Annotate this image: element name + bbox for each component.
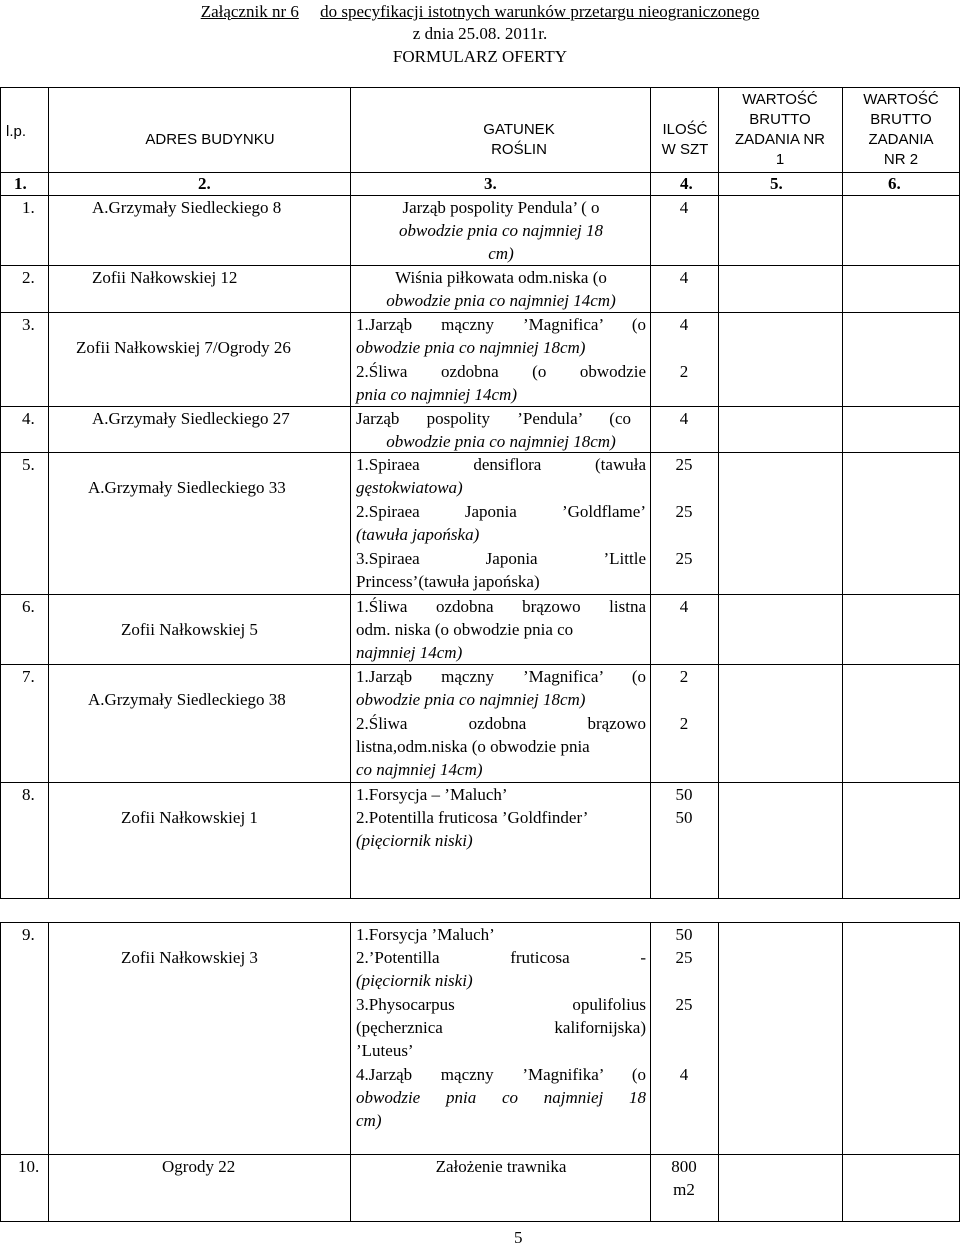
quantity: 4 — [679, 315, 689, 334]
quantity: 25 — [675, 948, 693, 967]
building-address: Zofii Nałkowskiej 7/Ogrody 26 — [76, 338, 291, 357]
header-value1-3: ZADANIA NR — [734, 131, 825, 148]
header-value2-2: BRUTTO — [870, 111, 932, 128]
quantity: 50 — [675, 925, 693, 944]
col-border — [842, 87, 843, 898]
col-border — [842, 922, 843, 1221]
page-number: 5 — [514, 1228, 523, 1247]
row-number: 4. — [22, 409, 35, 428]
plant-description: 3.Physocarpus opulifolius — [356, 995, 646, 1014]
building-address: Zofii Nałkowskiej 12 — [92, 268, 238, 287]
row-number: 1. — [22, 198, 35, 217]
quantity: 4 — [679, 409, 689, 428]
table-border-bottom — [0, 1221, 960, 1222]
plant-description: obwodzie pnia co najmniej 14cm) — [386, 291, 616, 310]
form-title: FORMULARZ OFERTY — [392, 47, 568, 66]
plant-description: 1.Forsycja – ’Maluch’ — [356, 785, 508, 804]
plant-description: najmniej 14cm) — [356, 643, 463, 662]
header-value1-1: WARTOŚĆ — [742, 91, 818, 108]
table-border-bottom-page1 — [0, 898, 960, 899]
plant-description: co najmniej 14cm) — [356, 760, 483, 779]
plant-description: (pięciornik niski) — [356, 831, 473, 850]
header-value2-1: WARTOŚĆ — [863, 91, 939, 108]
building-address: A.Grzymały Siedleckiego 8 — [92, 198, 282, 217]
row-number: 7. — [22, 667, 35, 686]
quantity: 4 — [679, 1065, 689, 1084]
header-separator — [0, 172, 960, 173]
header-value1-4: 1 — [775, 151, 785, 168]
building-address: Zofii Nałkowskiej 5 — [121, 620, 258, 639]
col-border — [350, 87, 351, 898]
quantity: 50 — [675, 808, 693, 827]
attachment-label: Załącznik nr 6 — [200, 2, 299, 21]
header-value1-2: BRUTTO — [749, 111, 811, 128]
col-border — [350, 922, 351, 1221]
column-number: 4. — [680, 174, 693, 193]
specification-reference: do specyfikacji istotnych warunków przetargu nieograniczonego — [320, 2, 760, 21]
quantity: 4 — [679, 268, 689, 287]
plant-description: 2.Śliwa ozdobna brązowo — [356, 714, 646, 733]
plant-description: 2.Potentilla fruticosa ’Goldfinder’ — [356, 808, 589, 827]
row-number: 10. — [18, 1157, 40, 1176]
quantity: 800 — [671, 1157, 697, 1176]
plant-description: (tawuła japońska) — [356, 525, 480, 544]
date-line: z dnia 25.08. 2011r. — [412, 24, 548, 43]
table-border-top — [0, 87, 960, 88]
plant-description: 4.Jarząb mączny ’Magnifika’ (o — [356, 1065, 646, 1084]
plant-description: ’Luteus’ — [356, 1041, 414, 1060]
plant-description: listna,odm.niska (o obwodzie pnia — [356, 737, 590, 756]
quantity: 2 — [679, 362, 689, 381]
plant-description: 1.Forsycja ’Maluch’ — [356, 925, 495, 944]
column-number: 2. — [198, 174, 211, 193]
row-number: 9. — [22, 925, 35, 944]
header-species-1: GATUNEK — [483, 121, 555, 138]
column-number: 1. — [14, 174, 27, 193]
header-species-2: ROŚLIN — [491, 141, 547, 158]
plant-description: obwodzie pnia co najmniej 18cm) — [386, 432, 616, 451]
building-address: Zofii Nałkowskiej 3 — [121, 948, 258, 967]
plant-description: (pęcherznica kalifornijska) — [356, 1018, 646, 1037]
col-border — [0, 87, 1, 898]
quantity: 2 — [679, 714, 689, 733]
column-number: 5. — [770, 174, 783, 193]
plant-description: (pięciornik niski) — [356, 971, 473, 990]
plant-description: 1.Jarząb mączny ’Magnifica’ (o — [356, 315, 646, 334]
plant-description: 3.Spiraea Japonia ’Little — [356, 549, 646, 568]
plant-description: 1.Jarząb mączny ’Magnifica’ (o — [356, 667, 646, 686]
quantity: 25 — [675, 502, 693, 521]
plant-description: obwodzie pnia co najmniej 18 — [356, 1088, 646, 1107]
plant-description: 1.Spiraea densiflora (tawuła — [356, 455, 646, 474]
plant-description: obwodzie pnia co najmniej 18cm) — [356, 690, 586, 709]
plant-description: 2.’Potentilla fruticosa - — [356, 948, 646, 967]
building-address: Ogrody 22 — [162, 1157, 236, 1176]
building-address: A.Grzymały Siedleckiego 38 — [88, 690, 286, 709]
quantity: 2 — [679, 667, 689, 686]
plant-description: Założenie trawnika — [435, 1157, 567, 1176]
building-address: A.Grzymały Siedleckiego 27 — [92, 409, 290, 428]
row-number: 5. — [22, 455, 35, 474]
plant-description: cm) — [356, 1111, 382, 1130]
plant-description: pnia co najmniej 14cm) — [356, 385, 517, 404]
row-number: 3. — [22, 315, 35, 334]
plant-description: obwodzie pnia co najmniej 18 — [399, 221, 603, 240]
quantity: 4 — [679, 198, 689, 217]
col-border — [48, 922, 49, 1221]
quantity: 50 — [675, 785, 693, 804]
plant-description: 1.Śliwa ozdobna brązowo listna — [356, 597, 646, 616]
plant-description: Princess’(tawuła japońska) — [356, 572, 540, 591]
col-border — [48, 87, 49, 898]
header-qty-1: ILOŚĆ — [662, 121, 708, 138]
plant-description: Jarząb pospolity Pendula’ ( o — [402, 198, 600, 217]
plant-description: obwodzie pnia co najmniej 18cm) — [356, 338, 586, 357]
header-value2-3: ZADANIA — [868, 131, 934, 148]
building-address: A.Grzymały Siedleckiego 33 — [88, 478, 286, 497]
col-border — [0, 922, 1, 1221]
plant-description: gęstokwiatowa) — [356, 478, 463, 497]
header-value2-4: NR 2 — [883, 151, 919, 168]
quantity-unit: m2 — [673, 1180, 695, 1199]
plant-description: 2.Śliwa ozdobna (o obwodzie — [356, 362, 646, 381]
plant-description: 2.Spiraea Japonia ’Goldflame’ — [356, 502, 646, 521]
plant-description-odm: odm. niska (o obwodzie pnia co — [356, 620, 574, 639]
plant-description: cm) — [488, 244, 514, 263]
column-number: 3. — [484, 174, 497, 193]
plant-description: Jarząb pospolity ’Pendula’ (co — [356, 409, 631, 428]
header-address: ADRES BUDYNKU — [145, 131, 275, 148]
plant-description — [356, 618, 646, 642]
quantity: 25 — [675, 549, 693, 568]
quantity: 25 — [675, 995, 693, 1014]
quantity: 4 — [679, 597, 689, 616]
plant-description: Wiśnia piłkowata odm.niska (o — [395, 268, 607, 287]
row-number: 2. — [22, 268, 35, 287]
column-number: 6. — [888, 174, 901, 193]
header-qty-2: W SZT — [661, 141, 709, 158]
row-number: 8. — [22, 785, 35, 804]
building-address: Zofii Nałkowskiej 1 — [121, 808, 258, 827]
quantity: 25 — [675, 455, 693, 474]
header-lp: l.p. — [6, 123, 27, 140]
row-number: 6. — [22, 597, 35, 616]
attachment-header — [0, 0, 960, 24]
